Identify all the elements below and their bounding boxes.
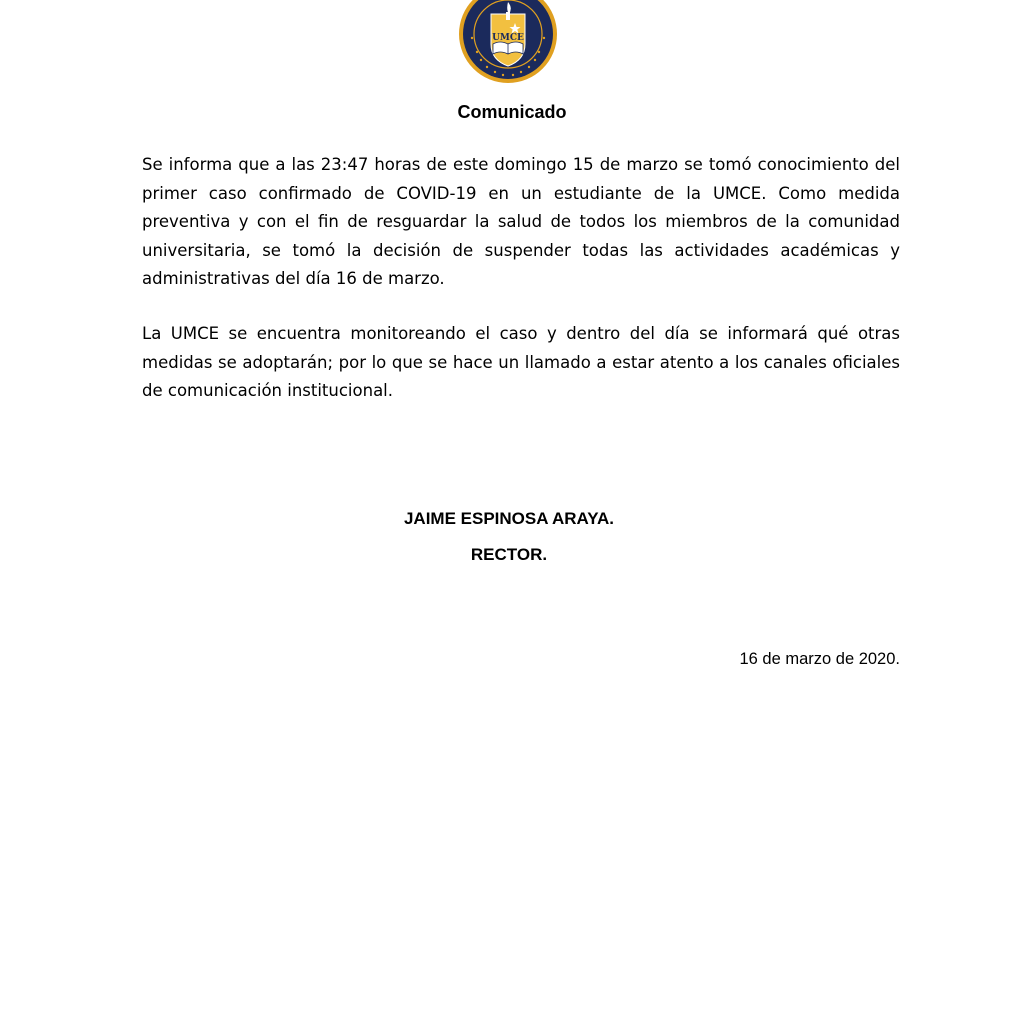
university-seal-logo — [457, 0, 559, 84]
seal-text: UMCE — [492, 33, 524, 43]
page-title: Comunicado — [457, 102, 567, 122]
paragraph-1: Se informa que a las 23:47 horas de este domingo 15 de marzo se tomó conocimiento del primer caso confirmado de COVID-19 en un estudiante de la UMCE. Como medida preventiva y con el fin de resguardar la salud de todos los miembros de la comunidad universitaria, se tomó la decisión de suspender todas las actividades académicas y administrativas del día 16 de marzo. — [142, 155, 900, 289]
document-date: 16 de marzo de 2020. — [739, 650, 900, 668]
signatory-role: RECTOR. — [470, 545, 548, 564]
paragraph-2: La UMCE se encuentra monitoreando el caso y dentro del día se informará qué otras medidas se adoptarán; por lo que se hace un llamado a estar atento a los canales oficiales de comunicación institucional. — [142, 324, 900, 401]
signatory-name: JAIME ESPINOSA ARAYA. — [403, 509, 615, 528]
